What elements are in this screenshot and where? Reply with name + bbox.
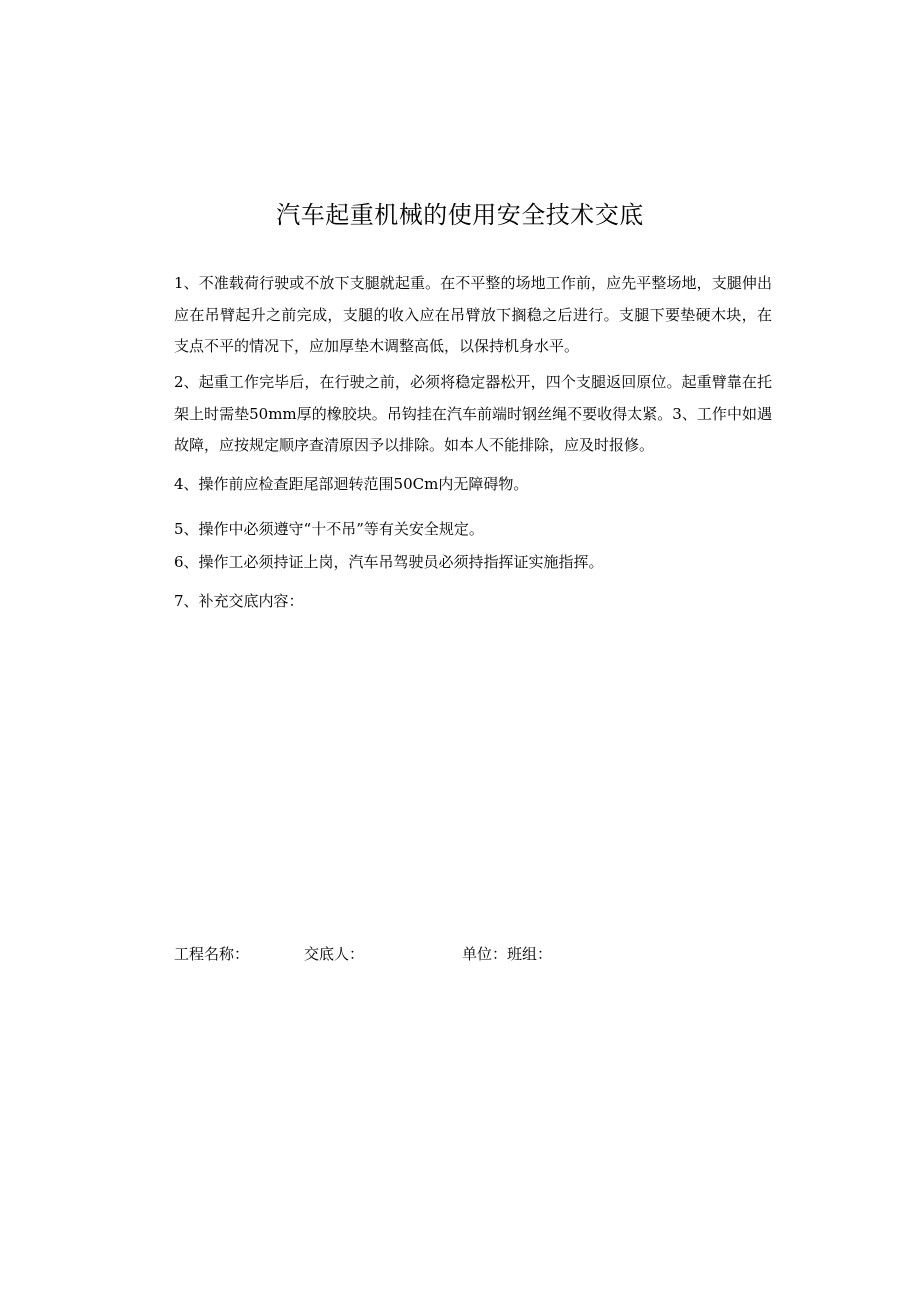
paragraph-5: 5、操作中必须遵守“十不吊”等有关安全规定。	[174, 520, 484, 538]
unit-team-label: 单位：班组：	[462, 945, 553, 963]
paragraph-7: 7、补充交底内容：	[174, 592, 304, 610]
project-name-label: 工程名称：	[174, 945, 250, 963]
signature-footer	[0, 938, 920, 970]
paragraph-1: 1、不准载荷行驶或不放下支腿就起重。在不平整的场地工作前，应先平整场地，支腿伸出应在吊臂起升之前完成，支腿的收入应在吊臂放下搁稳之后进行。支腿下要垫硬木块，在支点不平的情况下，应加厚垫木调整高低，以保持机身水平。	[174, 274, 772, 355]
paragraph-6: 6、操作工必须持证上岗，汽车吊驾驶员必须持指挥证实施指挥。	[174, 553, 604, 571]
paragraph-4: 4、操作前应检查距尾部迴转范围50Cm内无障碍物。	[174, 475, 529, 493]
document-title: 汽车起重机械的使用安全技术交底	[276, 201, 644, 229]
paragraph-2-3: 2、起重工作完毕后，在行驶之前，必须将稳定器松开，四个支腿返回原位。起重臂靠在托架上时需垫50mm厚的橡胶块。吊钩挂在汽车前端时钢丝绳不要收得太紧。3、工作中如遇故障，应按规定顺序查清原因予以排除。如本人不能排除，应及时报修。	[174, 373, 772, 454]
briefer-label: 交底人：	[304, 945, 365, 963]
